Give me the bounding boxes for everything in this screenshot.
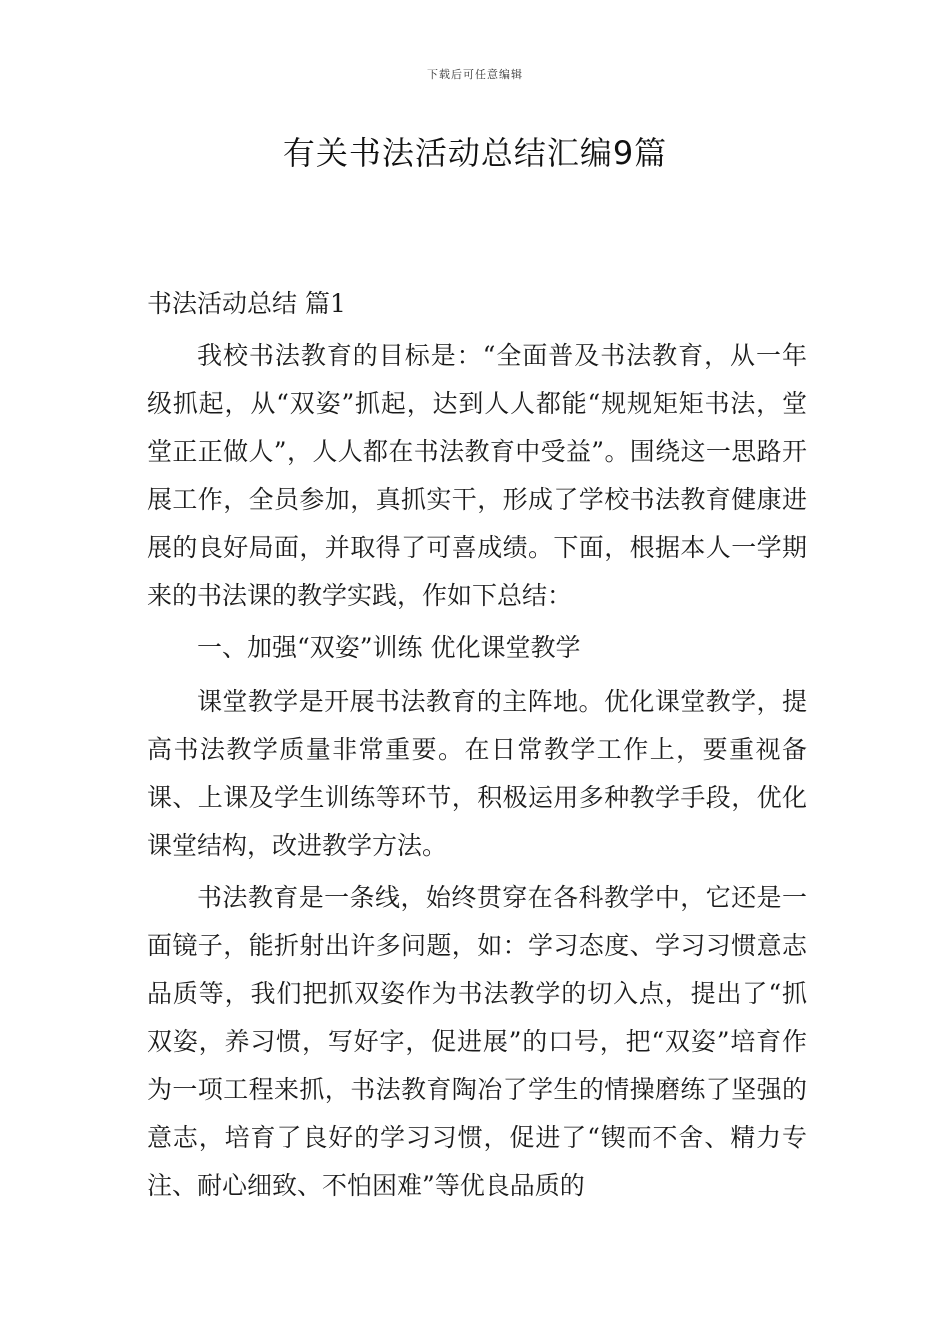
paragraph-classroom: 课堂教学是开展书法教育的主阵地。优化课堂教学，提高书法教学质量非常重要。在日常教学工作上，要重视备课、上课及学生训练等环节，积极运用多种教学手段，优化课堂结构，改进教学方法。 — [147, 687, 807, 860]
paragraph-posture: 书法教育是一条线，始终贯穿在各科教学中，它还是一面镜子，能折射出许多问题，如：学习态度、学习习惯意志品质等，我们把抓双姿作为书法教学的切入点，提出了“抓双姿，养习惯，写好字，促进展”的口号，把“双姿”培育作为一项工程来抓，书法教育陶冶了学生的情操磨练了坚强的意志，培育了良好的学习习惯，促进了“锲而不舍、精力专注、耐心细致、不怕困难”等优良品质的 — [147, 883, 807, 1200]
paragraph-intro: 我校书法教育的目标是：“全面普及书法教育，从一年级抓起，从“双姿”抓起，达到人人都能“规规矩矩书法，堂堂正正做人”，人人都在书法教育中受益”。围绕这一思路开展工作，全员参加，真抓实干，形成了学校书法教育健康进展的良好局面，并取得了可喜成绩。下面，根据本人一学期来的书法课的教学实践，作如下总结： — [147, 341, 807, 610]
paragraph-subheading: 一、加强“双姿”训练 优化课堂教学 — [197, 633, 581, 662]
document-title: 有关书法活动总结汇编9篇 — [282, 134, 668, 172]
document-body — [147, 280, 807, 1214]
section-heading: 书法活动总结 篇1 — [147, 289, 346, 318]
header-note: 下载后可任意编辑 — [427, 68, 523, 81]
